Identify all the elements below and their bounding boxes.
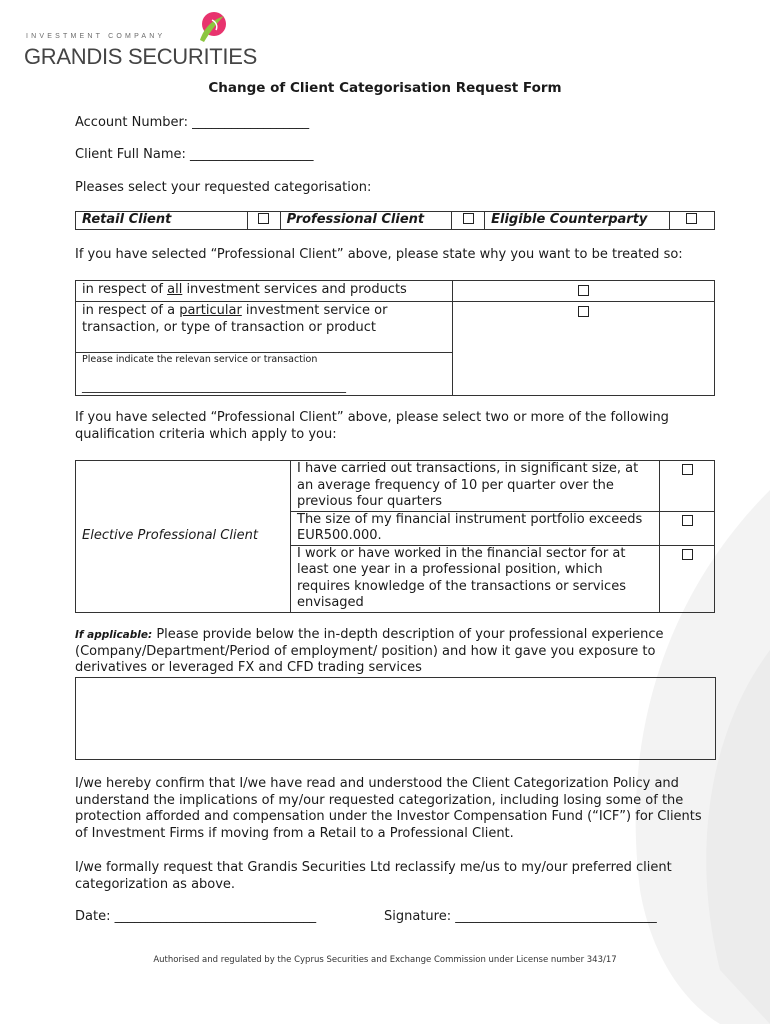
category-professional: Professional Client [280,212,452,230]
professional-reason-prompt: If you have selected “Professional Client” above, please state why you want to be treated so: [75,247,683,262]
logo-name: GRANDIS SECURITIES [24,44,257,69]
all-services-checkbox[interactable] [453,281,715,302]
criterion-financial-sector-checkbox[interactable] [660,545,715,612]
account-number-field[interactable]: Account Number: __________________ [75,115,310,130]
indicate-service-field[interactable]: ____________________________________________ [82,379,346,393]
select-prompt: Pleases select your requested categorisation: [75,180,372,195]
reason-all-services: in respect of all investment services and products [76,281,453,302]
categorisation-table [75,211,715,230]
reason-particular-service: in respect of a particular investment service or transaction, or type of transaction or product Please indicate the relevan service or transaction ____________________________________________ [76,302,453,396]
criterion-financial-sector: I work or have worked in the financial sector for at least one year in a professional position, which requires knowledge of the transactions or services envisaged [291,545,660,612]
confirmation-text: I/we hereby confirm that I/we have read and understood the Client Categorization Policy and understand the implications of my/our requested categorization, including losing some of the protection afforded and compensation under the Investor Compensation Fund (“ICF”) for Clients of Investment Firms if moving from a Retail to a Professional Client. [75,776,702,841]
signature-field[interactable]: Signature: _______________________________ [384,909,657,924]
if-applicable-label: If applicable: [75,629,153,641]
indicate-service-label: Please indicate the relevan service or transaction [82,354,318,365]
footer-license: Authorised and regulated by the Cyprus Securities and Exchange Commission under License number 343/17 [153,955,617,965]
particular-service-checkbox[interactable] [453,302,715,396]
elective-professional-label: Elective Professional Client [76,461,291,613]
eligible-checkbox[interactable] [669,212,714,230]
professional-checkbox[interactable] [452,212,485,230]
criterion-transactions: I have carried out transactions, in significant size, at an average frequency of 10 per quarter over the previous four quarters [291,461,660,512]
criterion-transactions-checkbox[interactable] [660,461,715,512]
criteria-table [75,460,715,613]
date-field[interactable]: Date: _______________________________ [75,909,317,924]
retail-checkbox[interactable] [247,212,280,230]
category-retail: Retail Client [76,212,248,230]
logo-tagline: INVESTMENT COMPANY [26,33,166,40]
criterion-portfolio-checkbox[interactable] [660,511,715,545]
client-name-field[interactable]: Client Full Name: ___________________ [75,147,314,162]
experience-prompt: If applicable: Please provide below the in-depth description of your professional experience (Company/Department/Period of employment/ position) and how it gave you exposure to derivatives or leveraged FX and CFD trading services [75,627,664,675]
professional-reason-table [75,280,715,396]
form-title: Change of Client Categorisation Request Form [208,80,562,96]
company-logo [22,10,262,69]
criteria-prompt: If you have selected “Professional Client” above, please select two or more of the following qualification criteria which apply to you: [75,410,669,442]
experience-description-box[interactable] [75,677,716,760]
request-text: I/we formally request that Grandis Securities Ltd reclassify me/us to my/our preferred client categorization as above. [75,860,672,892]
criterion-portfolio: The size of my financial instrument portfolio exceeds EUR500.000. [291,511,660,545]
leaf-logo-icon [194,10,228,44]
category-eligible: Eligible Counterparty [485,212,670,230]
